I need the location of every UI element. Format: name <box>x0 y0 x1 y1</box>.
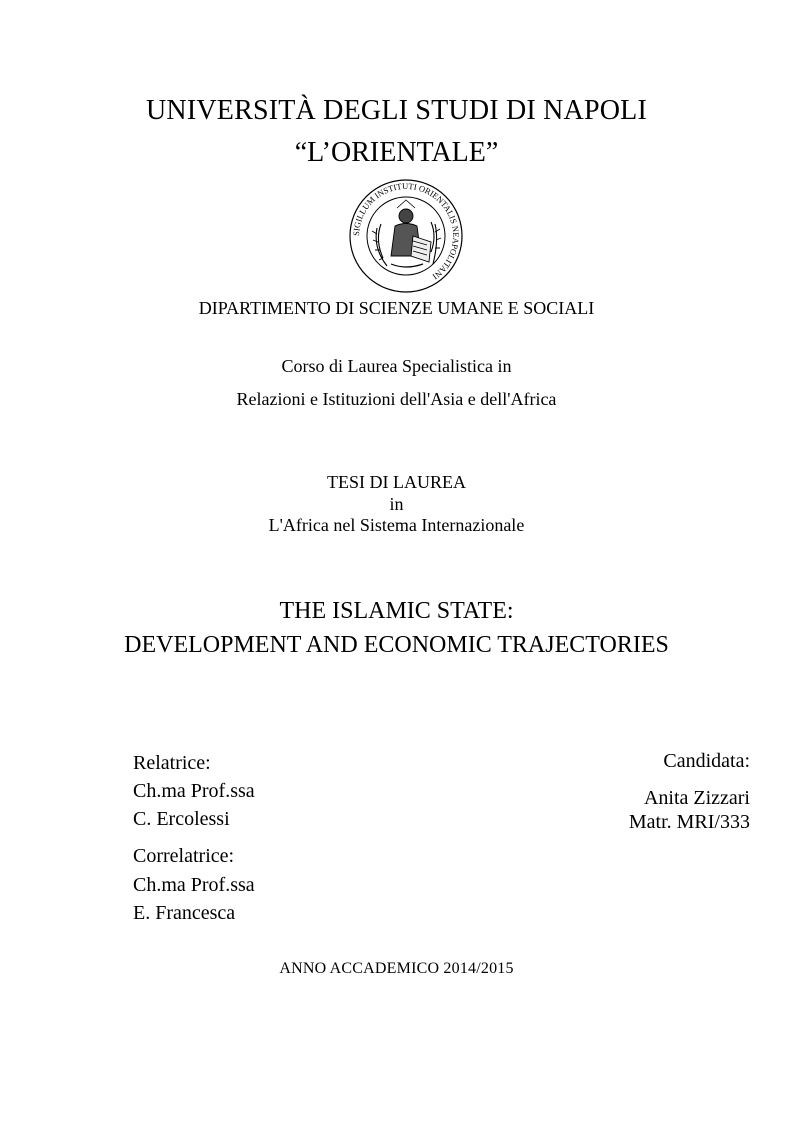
candidate-name: Anita Zizzari <box>643 787 750 809</box>
thesis-title-line-2: DEVELOPMENT AND ECONOMIC TRAJECTORIES <box>124 632 669 658</box>
academic-year: ANNO ACCADEMICO 2014/2015 <box>279 960 514 977</box>
seal-ring-text: SIGILLUM INSTITUTI ORIENTALIS NEAPOLITANI <box>350 180 462 282</box>
department-name: DIPARTIMENTO DI SCIENZE UMANE E SOCIALI <box>198 298 595 318</box>
course-line-1: Corso di Laurea Specialistica in <box>281 356 512 376</box>
candidate-matricola: Matr. MRI/333 <box>628 811 750 833</box>
candidate-label: Candidata: <box>663 750 750 772</box>
thesis-subject: L'Africa nel Sistema Internazionale <box>268 515 525 535</box>
university-name: UNIVERSITÀ DEGLI STUDI DI NAPOLI <box>145 95 647 126</box>
correlatrice-title: Ch.ma Prof.ssa <box>133 874 255 896</box>
university-seal <box>347 178 465 294</box>
correlatrice-label: Correlatrice: <box>133 845 235 867</box>
thesis-label: TESI DI LAUREA <box>327 472 466 492</box>
thesis-title-line-1: THE ISLAMIC STATE: <box>279 598 514 624</box>
thesis-connector: in <box>389 494 404 514</box>
relatrice-name: C. Ercolessi <box>133 808 230 830</box>
course-line-2: Relazioni e Istituzioni dell'Asia e dell'Africa <box>236 389 557 409</box>
university-subtitle: “L’ORIENTALE” <box>294 137 499 168</box>
relatrice-title: Ch.ma Prof.ssa <box>133 780 255 802</box>
relatrice-label: Relatrice: <box>133 752 211 774</box>
correlatrice-name: E. Francesca <box>133 902 236 924</box>
